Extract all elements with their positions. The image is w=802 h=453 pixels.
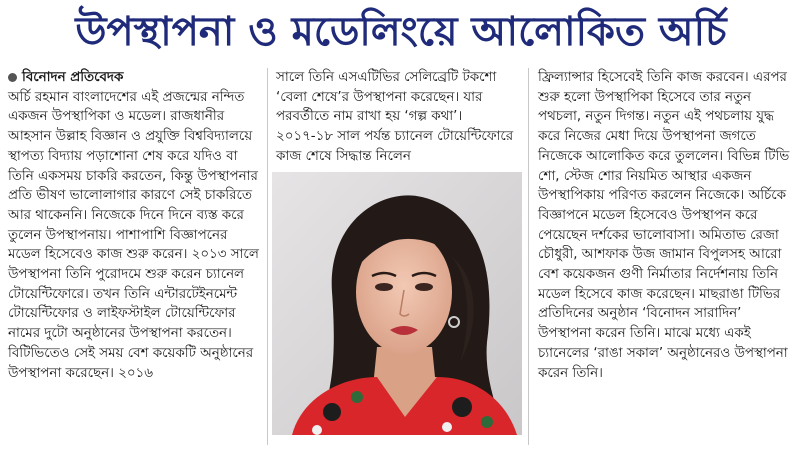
column-divider bbox=[528, 68, 529, 445]
byline-text: বিনোদন প্রতিবেদক bbox=[22, 70, 124, 85]
portrait-photo bbox=[272, 172, 522, 435]
column-2-text: সালে তিনি এসএটিভির সেলিব্রেটি টকশো ‘বেলা শেষে’র উপস্থাপনা করেছেন। যার পরবর্তীতে নাম রাখা হয় ‘গল্প কথা’। ২০১৭-১৮ সাল পর্যন্ত চ্যানেল টোয়েন্টিফোরে কাজ শেষে সিদ্ধান্ত নিলেন bbox=[276, 70, 514, 164]
headline: উপস্থাপনা ও মডেলিংয়ে আলোকিত অর্চি bbox=[75, 9, 727, 55]
portrait-illustration bbox=[272, 172, 522, 435]
bullet-icon bbox=[8, 73, 17, 82]
column-1-text: অর্চি রহমান বাংলাদেশের এই প্রজন্মের নন্দিত একজন উপস্থাপিকা ও মডেল। রাজধানীর আহসান উল্লাহ বিজ্ঞান ও প্রযুক্তি বিশ্ববিদ্যালয়ে স্থাপত্য বিদ্যায় পড়াশোনা শেষ করে যদিও বা তিনি একসময় চাকরি করতেন, কিন্তু উপস্থাপনার প্রতি ভীষণ ভালোলাগার কারণে সেই চাকরিতে আর থাকেননি। নিজেকে দিনে দিনে ব্যস্ত করে তুলেন উপস্থাপনায়। পাশাপাশি বিজ্ঞাপনের মডেল হিসেবেও কাজ শুরু করেন। ২০১৩ সালে উপস্থাপনা তিনি পুরোদমে শুরু করেন চ্যানেল টোয়েন্টিফোরে। তখন তিনি এন্টারটেইনমেন্ট টোয়েন্টিফোর ও লাইফস্টাইল টোয়েন্টিফোর নামের দুটো অনুষ্ঠানের উপস্থাপনা করতেন। বিটিভিতেও সেই সময় বেশ কয়েকটি অনুষ্ঠানের উপস্থাপনা করেছেন। ২০১৬ bbox=[8, 89, 259, 381]
article-column-2 bbox=[276, 68, 521, 167]
column-3-text: ফ্রিল্যান্সার হিসেবেই তিনি কাজ করবেন। এরপর শুরু হলো উপস্থাপিকা হিসেবে তার নতুন পথচলা, নতুন দিগন্ত। নতুন এই পথচলায় যুদ্ধ করে নিজের মেধা দিয়ে উপস্থাপনা জগতে নিজেকে আলোকিত করে তুললেন। বিভিন্ন টিভি শো, স্টেজ শোর নিয়মিত আস্থার একজন উপস্থাপিকায় পরিণত করলেন নিজেকে। অর্চিকে বিজ্ঞাপনে মডেল হিসেবেও উপস্থাপন করে পেয়েছেন দর্শকের ভালোবাসা। অমিতাভ রেজা চৌধুরী, আশফাক উজ জামান বিপুলসহ আরো বেশ কয়েকজন গুণী নির্মাতার নির্দেশনায় তিনি মডেল হিসেবে কাজ করেছেন। মাছরাঙা টিভির প্রতিদিনের অনুষ্ঠান ‘বিনোদন সারাদিন’ উপস্থাপনা করেন তিনি। মাঝে মধ্যে একই চ্যানেলের ‘রাঙা সকাল’ অনুষ্ঠানেরও উপস্থাপনা করেন তিনি। bbox=[538, 70, 790, 381]
article-column-3 bbox=[538, 68, 796, 383]
column-divider bbox=[267, 68, 268, 445]
byline bbox=[8, 68, 262, 88]
article-column-1 bbox=[8, 68, 262, 383]
